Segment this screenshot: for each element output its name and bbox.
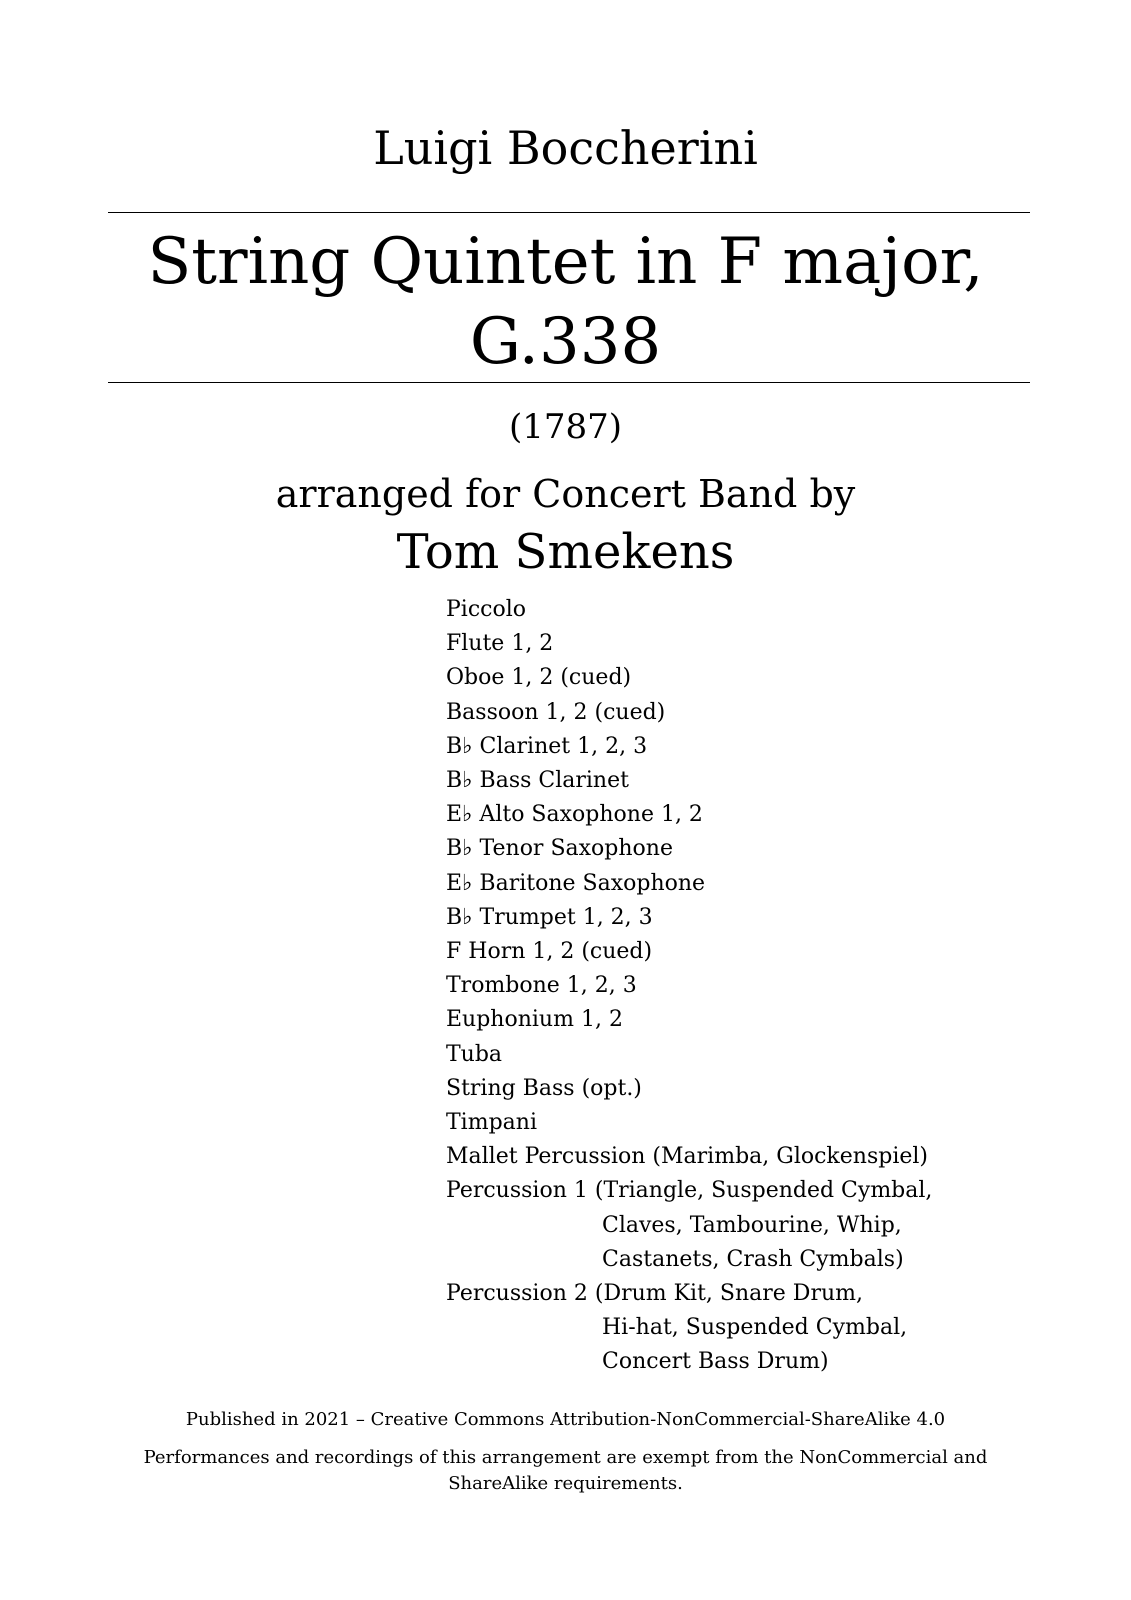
instrument-item: B♭ Trumpet 1, 2, 3 [446,904,653,930]
composer-name: Luigi Boccherini [373,121,758,175]
instrument-item: E♭ Baritone Saxophone [446,870,706,896]
arranger-name: Tom Smekens [396,524,735,580]
instrument-item: B♭ Clarinet 1, 2, 3 [446,733,648,759]
title-top-rule [108,212,1030,213]
instrument-item: Tuba [446,1041,503,1067]
percussion-1-line-3: Castanets, Crash Cymbals) [602,1246,904,1272]
percussion-1-line-2: Claves, Tambourine, Whip, [602,1212,902,1238]
instrument-item: Trombone 1, 2, 3 [446,973,637,999]
instrument-item: Euphonium 1, 2 [446,1007,623,1033]
instrument-item: String Bass (opt.) [446,1075,642,1101]
instrument-item: Piccolo [446,597,527,622]
instrument-item: Flute 1, 2 [446,631,554,657]
composition-year: (1787) [508,407,623,447]
instrument-item: B♭ Tenor Saxophone [446,836,673,862]
instrument-item: F Horn 1, 2 (cued) [446,939,653,965]
arranged-for-text: arranged for Concert Band by [275,472,856,516]
instrument-item: Bassoon 1, 2 (cued) [446,699,666,725]
instrument-item: E♭ Alto Saxophone 1, 2 [446,802,703,828]
instrumentation-list [446,593,932,1380]
instrument-item: Timpani [446,1110,537,1136]
work-title [0,222,1131,382]
instrument-item: Mallet Percussion (Marimba, Glockenspiel) [446,1144,929,1170]
license-exemption-notice: Performances and recordings of this arrangement are exempt from the NonCommercial and ShareAlike requirements. [143,1447,988,1494]
work-title-line-2: G.338 [469,305,662,379]
instrument-item: B♭ Bass Clarinet [446,768,629,794]
title-bottom-rule [108,382,1030,383]
percussion-2-line-3: Concert Bass Drum) [602,1349,829,1375]
instrument-item: Oboe 1, 2 (cued) [446,665,632,691]
percussion-2-line-2: Hi-hat, Suspended Cymbal, [602,1315,908,1341]
work-title-line-1: String Quintet in F major, [147,225,984,299]
percussion-2-line-1: Percussion 2 (Drum Kit, Snare Drum, [446,1281,863,1307]
license-notice: Published in 2021 – Creative Commons Attribution-NonCommercial-ShareAlike 4.0 [185,1409,946,1430]
percussion-1-line-1: Percussion 1 (Triangle, Suspended Cymbal, [446,1178,933,1204]
